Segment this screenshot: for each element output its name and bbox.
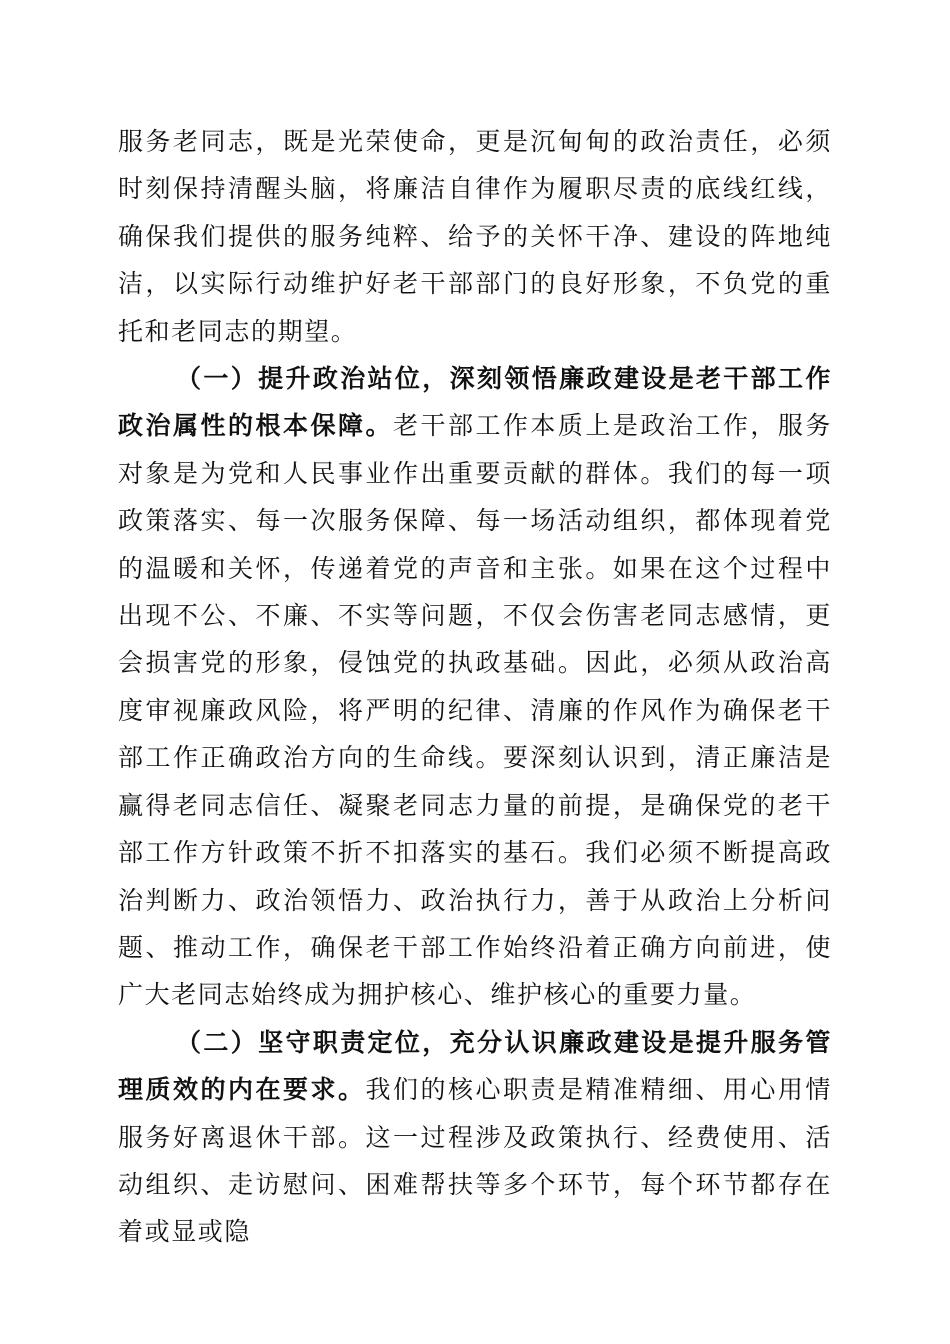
section-heading-one: （一）提升政治站位，深刻领悟廉政建设是老干部工作政治属性的根本保障。 <box>118 364 832 441</box>
paragraph-text: 我们的核心职责是精准精细、用心用情服务好离退休干部。这一过程涉及政策执行、经费使用、活动组织、走访慰问、困难帮扶等多个环节，每个环节都存在着或显或隐 <box>118 1075 833 1247</box>
paragraph-text: 老干部工作本质上是政治工作，服务对象是为党和人民事业作出重要贡献的群体。我们的每一项政策落实、每一次服务保障、每一场活动组织，都体现着党的温暖和关怀，传递着党的声音和主张。如果在这个过程中出现不公、不廉、不实等问题，不仅会伤害老同志感情，更会损害党的形象，侵蚀党的执政基础。因此，必须从政治高度审视廉政风险，将严明的纪律、清廉的作风作为确保老干部工作正确政治方向的生命线。要深刻认识到，清正廉洁是赢得老同志信任、凝聚老同志力量的前提，是确保党的老干部工作方针政策不折不扣落实的基石。我们必须不断提高政治判断力、政治领悟力、政治执行力，善于从政治上分析问题、推动工作，确保老干部工作始终沿着正确方向前进，使广大老同志始终成为拥护核心、维护核心的重要力量。 <box>118 411 832 1010</box>
paragraph-section-one <box>118 355 832 1019</box>
section-heading-two: （二）坚守职责定位，充分认识廉政建设是提升服务管理质效的内在要求。 <box>118 1027 832 1105</box>
document-body <box>118 118 832 1256</box>
paragraph-text: 服务老同志，既是光荣使命，更是沉甸甸的政治责任，必须时刻保持清醒头脑，将廉洁自律作为履职尽责的底线红线，确保我们提供的服务纯粹、给予的关怀干净、建设的阵地纯洁，以实际行动维护好老干部部门的良好形象，不负党的重托和老同志的期望。 <box>118 127 832 346</box>
paragraph-section-two <box>118 1019 832 1256</box>
paragraph-continuation <box>118 118 832 355</box>
